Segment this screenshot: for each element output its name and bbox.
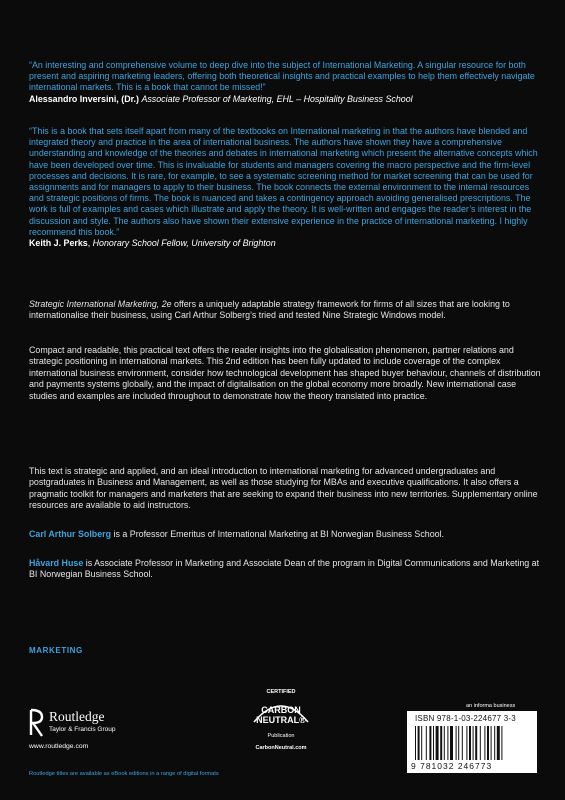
barcode-icon (415, 726, 529, 760)
ebook-note: Routledge titles are available as eBook editions in a range of digital formats (29, 771, 219, 777)
description-text: Compact and readable, this practical text offers the reader insights into the globalisation phenomenon, partner relations and strategic positioning in international markets. This 2nd edition has been fully updated to include coverage of the complex international business environment, consider how technological development has shaped buyer behaviour, channels of distribution and payments systems globally, and the impact of digitalisation on the global economy more broadly. New international case studies and examples are included throughout to demonstrate how the theory translated into practice. (29, 345, 541, 401)
description-paragraph-1 (29, 299, 541, 322)
routledge-r-icon (29, 707, 45, 739)
publisher-group: Taylor & Francis Group (49, 726, 116, 733)
quote-attribution (29, 94, 541, 106)
endorser-name: Keith J. Perks (29, 238, 88, 249)
carbon-certified: CERTIFIED (266, 689, 296, 695)
author-bio-2 (29, 558, 541, 581)
carbon-neutral-badge (246, 688, 316, 768)
isbn-barcode (407, 711, 537, 773)
isbn-label: ISBN 978-1-03-224677 3-3 (415, 714, 516, 723)
author-bio-text: is a Professor Emeritus of International Marketing at BI Norwegian Business School. (111, 529, 444, 539)
publisher-name: Routledge (49, 709, 105, 724)
endorser-title: Honorary School Fellow, University of Brighton (92, 238, 276, 249)
isbn-digits: 9 781032 246773 (411, 761, 493, 771)
description-paragraph-2 (29, 345, 541, 402)
quote-text: “An interesting and comprehensive volume to deep dive into the subject of International Marketing. A singular resource for both present and aspiring marketing leaders, offering both theoretical insights and practical examples to help them effectively navigate international markets. This is a book that cannot be missed!” (29, 60, 535, 93)
endorsement-quote-1 (29, 60, 541, 105)
endorser-name: Alessandro Inversini, (Dr.) (29, 93, 139, 104)
author-name: Carl Arthur Solberg (29, 529, 112, 539)
description-text: offers a uniquely adaptable strategy framework for firms of all sizes that are looking to internationalise their business, using Carl Arthur Solberg’s tried and tested Nine Strategic Windows model. (29, 299, 510, 321)
carbon-sub: Publication (267, 733, 295, 739)
carbon-url: CarbonNeutral.com (255, 745, 307, 751)
book-title: Strategic International Marketing, 2e (29, 299, 172, 309)
description-paragraph-3 (29, 466, 541, 512)
endorsement-quote-2 (29, 126, 541, 250)
author-bio-text: is Associate Professor in Marketing and Associate Dean of the program in Digital Communications and Marketing at BI Norwegian Business School. (29, 558, 540, 580)
description-text: This text is strategic and applied, and an ideal introduction to international marketing for advanced undergraduates and postgraduates in Business and Management, as well as those studying for MBAs and executive qualifications. It also offers a pragmatic toolkit for managers and marketers that are seeking to expand their business into new territories. Supplementary online resources are available to aid instructors. (29, 466, 538, 511)
author-bio-1 (29, 529, 541, 540)
quote-attribution: Keith J. Perks, Honorary School Fellow, University of Brighton (29, 238, 276, 249)
endorser-title: Associate Professor of Marketing, EHL – Hospitality Business School (141, 93, 413, 104)
publisher-logo (29, 707, 169, 751)
carbon-line-2: NEUTRAL® (256, 715, 306, 725)
carbon-line-1: CARBON (261, 705, 301, 715)
informa-label: an informa business (466, 703, 516, 709)
quote-text: “This is a book that sets itself apart from many of the textbooks on International marketing in that the authors have blended and integrated theory and practice in the area of international business. The authors have shown they have a comprehensive understanding and knowledge of the theories and debates in international marketing which present the alternative concepts which have been developed over time. This is invaluable for students and managers covering the macro perspective and the firm-level processes and decisions. It is rare, for example, to see a systematic screening method for market screening that can be used for assignments and for managers to apply to their business. The book connects the external environment to the internal resources and strategic positions of firms. The book is nuanced and takes a contingency approach avoiding generalised prescriptions. The work is full of examples and cases which illustrate and apply the theory. It is well-written and engages the reader’s interest in the discussion and style. The authors also have shown their extensive experience in the practice of international marketing. I highly recommend this book.” (29, 126, 538, 237)
publisher-url: www.routledge.com (29, 743, 89, 750)
subject-category: MARKETING (29, 646, 83, 655)
author-name: Håvard Huse (29, 558, 84, 568)
